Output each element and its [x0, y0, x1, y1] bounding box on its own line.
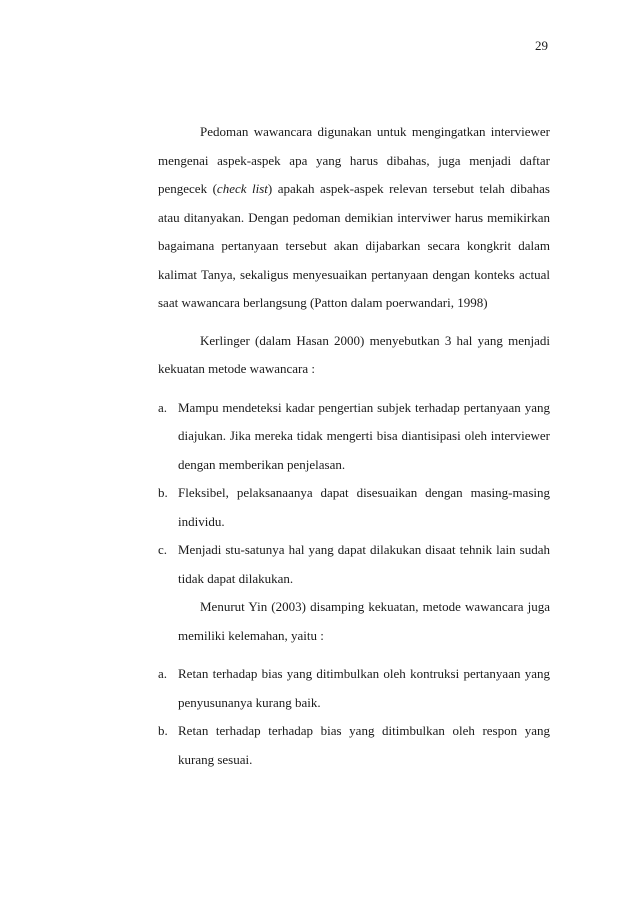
paragraph-yin: Menurut Yin (2003) disamping kekuatan, metode wawancara juga memiliki kelemahan, yaitu : [178, 599, 550, 643]
page-number: 29 [535, 38, 548, 53]
list-item-text: Mampu mendeteksi kadar pengertian subjek terhadap pertanyaan yang diajukan. Jika mereka tidak mengerti bisa diantisipasi oleh interviewer dengan memberikan penjelasan. [178, 399, 550, 472]
list-item [158, 660, 550, 717]
list-marker: b. [158, 485, 168, 500]
list-item-text: Fleksibel, pelaksanaanya dapat disesuaikan dengan masing-masing individu. [178, 485, 550, 529]
list-item-text: Retan terhadap bias yang ditimbulkan oleh kontruksi pertanyaan yang penyusunanya kurang baik. [178, 666, 550, 710]
list-marker: b. [158, 723, 168, 738]
list-item [158, 479, 550, 536]
list-marker: a. [158, 399, 168, 415]
list-item [158, 717, 550, 774]
list-item [158, 536, 550, 593]
italic-term: check list [216, 181, 268, 196]
paragraph-interview-guide [158, 118, 550, 318]
list-item-text: Menjadi stu-satunya hal yang dapat dilakukan disaat tehnik lain sudah tidak dapat dilakukan. [178, 542, 550, 586]
paragraph-text: Pedoman wawancara digunakan untuk mengingatkan interviewer mengenai aspek-aspek apa yang harus dibahas, juga menjadi daftar pengecek ( [158, 124, 550, 196]
list-marker: c. [158, 542, 168, 557]
strengths-list [158, 394, 550, 594]
list-item-text: Retan terhadap terhadap bias yang ditimbulkan oleh respon yang kurang sesuai. [178, 723, 550, 767]
page-body [158, 118, 550, 774]
weaknesses-list [158, 660, 550, 774]
paragraph-kerlinger: Kerlinger (dalam Hasan 2000) menyebutkan 3 hal yang menjadi kekuatan metode wawancara : [158, 332, 550, 376]
list-item [158, 394, 550, 480]
list-marker: a. [158, 666, 168, 681]
paragraph-text: ) apakah aspek-aspek relevan tersebut telah dibahas atau ditanyakan. Dengan pedoman demikian interviwer harus memikirkan bagaimana pertanyaan tersebut akan dijabarkan secara kongkrit dalam kalimat Tanya, sekaligus menyesuaikan pertanyaan dengan konteks actual saat wawancara berlangsung (Patton dalam poerwandari, 1998) [158, 181, 550, 310]
